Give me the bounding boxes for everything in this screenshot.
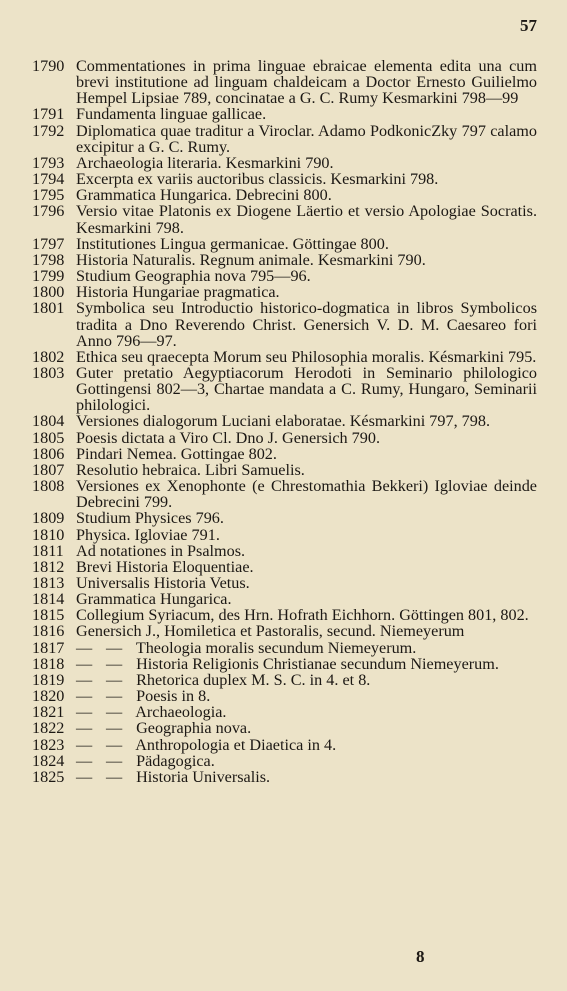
entry-title: Institutiones Lingua germanicae. Göttingae 800.	[76, 234, 389, 253]
entry-number: 1792	[32, 121, 65, 140]
entry-title: Physica. Igloviae 791.	[76, 525, 220, 544]
entry-text	[76, 640, 537, 656]
entry-number: 1821	[32, 703, 65, 722]
entry-title: Archaeologia.	[135, 703, 227, 722]
entry-title: Versio vitae Platonis ex Diogene Läertio et versio Apologiae Socratis. Kesmarkini 798.	[76, 202, 537, 237]
entry-number: 1813	[32, 574, 65, 592]
catalog-entry	[0, 737, 567, 753]
catalog-entry	[0, 446, 567, 462]
ditto-dash: —	[76, 767, 93, 786]
entry-text	[76, 58, 537, 106]
entry-text	[76, 236, 537, 252]
catalog-entry	[0, 720, 567, 736]
entry-title: Commentationes in prima linguae ebraicae elementa edita una cum brevi institutione ad linguam chaldeicam a Doctor Ernesto Guilielmo Hempel Lipsiae 789, concinatae a G. C. Rumy Kesmarkini 798—99	[76, 57, 537, 108]
entry-text	[76, 446, 537, 462]
entry-number: 1815	[32, 606, 65, 625]
catalog-entry	[0, 478, 567, 510]
entry-number: 1791	[32, 105, 65, 124]
entry-number: 1801	[32, 299, 65, 318]
entry-number: 1823	[32, 735, 65, 754]
entry-number: 1805	[32, 428, 65, 447]
entry-title: Excerpta ex variis auctoribus classicis. Kesmarkini 798.	[76, 170, 439, 189]
entry-number: 1797	[32, 234, 65, 253]
entry-title: Grammatica Hungarica. Debrecini 800.	[76, 186, 332, 205]
entry-title: Ad notationes in Psalmos.	[76, 541, 246, 560]
catalog-entry	[0, 510, 567, 526]
entry-text	[76, 769, 537, 785]
page-number: 57	[520, 16, 537, 35]
entry-title: Guter pretatio Aegyptiacorum Herodoti in Seminario philologico Gottingensi 802—3, Chartae mandata a C. Rumy, Hungaro, Seminarii philologici.	[76, 363, 537, 415]
entry-text	[76, 171, 537, 187]
entry-text	[76, 623, 537, 639]
catalog-entry	[0, 688, 567, 704]
entry-title: Collegium Syriacum, des Hrn. Hofrath Eichhorn. Göttingen 801, 802.	[76, 606, 529, 625]
entry-title: Fundamenta linguae gallicae.	[76, 105, 267, 124]
ditto-dash: —	[106, 751, 123, 770]
entry-number: 1820	[32, 687, 65, 706]
entry-text	[76, 430, 537, 446]
entry-text	[76, 268, 537, 284]
entry-text	[76, 413, 537, 429]
entry-text	[76, 123, 537, 155]
entry-text	[76, 688, 537, 704]
ditto-dash: —	[106, 735, 123, 754]
catalog-entry	[0, 365, 567, 413]
entry-title: Ethica seu qraecepta Morum seu Philosophia moralis. Késmarkini 795.	[76, 347, 537, 366]
entry-title: Resolutio hebraica. Libri Samuelis.	[76, 460, 305, 479]
ditto-dash: —	[106, 638, 123, 657]
entry-number: 1807	[32, 460, 65, 479]
entry-text	[76, 704, 537, 720]
ditto-dash: —	[76, 719, 93, 738]
entry-text	[76, 284, 537, 300]
entry-text	[76, 591, 537, 607]
entry-title: Rhetorica duplex M. S. C. in 4. et 8.	[136, 670, 371, 689]
catalog-entry	[0, 123, 567, 155]
entry-title: Pindari Nemea. Gottingae 802.	[76, 444, 277, 463]
entry-text	[76, 155, 537, 171]
entry-number: 1816	[32, 622, 65, 641]
catalog-entry	[0, 236, 567, 252]
entry-title: Symbolica seu Introductio historico-dogmatica in libros Symbolicos tradita a Dno Reverendo Christ. Genersich V. D. M. Caesareo fori Anno 796—97.	[76, 299, 537, 350]
catalog-entry	[0, 268, 567, 284]
entry-text	[76, 656, 537, 672]
catalog-entry	[0, 171, 567, 187]
entry-title: Versiones ex Xenophonte (e Chrestomathia Bekkeri) Igloviae deinde Debrecini 799.	[76, 477, 537, 512]
entry-number: 1824	[32, 751, 65, 770]
ditto-dash: —	[106, 719, 123, 738]
catalog-entry	[0, 349, 567, 365]
entry-text	[76, 672, 537, 688]
catalog-entry	[0, 284, 567, 300]
entry-text	[76, 543, 537, 559]
entry-text	[76, 607, 537, 623]
entry-title: Versiones dialogorum Luciani elaboratae. Késmarkini 797, 798.	[76, 412, 491, 431]
catalog-entry	[0, 672, 567, 688]
ditto-dash: —	[106, 687, 123, 706]
catalog-entry	[0, 575, 567, 591]
catalog-entry	[0, 543, 567, 559]
catalog-entry	[0, 252, 567, 268]
entry-text	[76, 252, 537, 268]
entry-title: Geographia nova.	[136, 719, 252, 738]
entry-number: 1817	[32, 638, 65, 657]
entry-title: Poesis in 8.	[136, 687, 211, 706]
ditto-dash: —	[76, 670, 93, 689]
ditto-dash: —	[106, 703, 123, 722]
entry-title: Historia Universalis.	[136, 767, 271, 786]
entry-title: Studium Geographia nova 795—96.	[76, 267, 311, 286]
catalog-entry	[0, 753, 567, 769]
ditto-dash: —	[106, 670, 123, 689]
entry-number: 1809	[32, 509, 65, 528]
catalog-entry	[0, 187, 567, 203]
entry-number: 1790	[32, 57, 65, 75]
entry-number: 1825	[32, 767, 65, 786]
entry-title: Historia Naturalis. Regnum animale. Kesmarkini 790.	[76, 250, 426, 269]
entry-title: Brevi Historia Eloquentiae.	[76, 557, 254, 576]
entry-text	[76, 203, 537, 235]
entry-number: 1802	[32, 347, 65, 366]
catalog-entry	[0, 430, 567, 446]
entry-text	[76, 349, 537, 365]
entry-text	[76, 365, 537, 413]
entry-text	[76, 753, 537, 769]
ditto-dash: —	[106, 654, 123, 673]
entry-number: 1819	[32, 670, 65, 689]
ditto-dash: —	[76, 654, 93, 673]
catalog-entry	[0, 559, 567, 575]
entry-text	[76, 720, 537, 736]
entry-number: 1808	[32, 477, 65, 496]
entry-title: Historia Religionis Christianae secundum Niemeyerum.	[136, 654, 499, 673]
catalog-entry	[0, 155, 567, 171]
entry-number: 1806	[32, 444, 65, 463]
entry-title: Anthropologia et Diaetica in 4.	[135, 735, 337, 754]
catalog-entry	[0, 527, 567, 543]
entry-number: 1814	[32, 590, 65, 609]
entry-number: 1811	[32, 541, 64, 560]
entry-text	[76, 478, 537, 510]
signature-mark: 8	[416, 947, 425, 966]
catalog-entry	[0, 300, 567, 348]
catalog-entry	[0, 58, 567, 106]
entry-text	[76, 510, 537, 526]
catalog-entry	[0, 591, 567, 607]
entry-number: 1798	[32, 250, 65, 269]
entry-text	[76, 187, 537, 203]
entry-title: Pädagogica.	[136, 751, 215, 770]
ditto-dash: —	[76, 687, 93, 706]
ditto-dash: —	[76, 638, 93, 657]
entry-number: 1800	[32, 283, 65, 302]
catalog-entry	[0, 704, 567, 720]
entry-text	[76, 527, 537, 543]
catalog-entry	[0, 607, 567, 623]
entry-text	[76, 737, 537, 753]
ditto-dash: —	[76, 735, 93, 754]
ditto-dash: —	[76, 751, 93, 770]
entry-number: 1810	[32, 525, 65, 544]
catalog-entry	[0, 106, 567, 122]
entry-number: 1803	[32, 363, 65, 382]
catalog-entries	[0, 58, 567, 785]
catalog-entry	[0, 203, 567, 235]
entry-title: Grammatica Hungarica.	[76, 590, 232, 609]
catalog-entry	[0, 462, 567, 478]
catalog-entry	[0, 769, 567, 785]
entry-title: Theologia moralis secundum Niemeyerum.	[135, 638, 417, 657]
catalog-entry	[0, 623, 567, 639]
catalog-entry	[0, 640, 567, 656]
entry-number: 1818	[32, 654, 65, 673]
entry-title: Diplomatica quae traditur a Viroclar. Adamo PodkonicZky 797 calamo excipitur a G. C. Rumy.	[76, 121, 537, 156]
entry-number: 1795	[32, 186, 65, 205]
entry-text	[76, 462, 537, 478]
entry-text	[76, 559, 537, 575]
entry-text	[76, 300, 537, 348]
entry-title: Historia Hungariae pragmatica.	[76, 283, 280, 302]
entry-title: Poesis dictata a Viro Cl. Dno J. Genersich 790.	[76, 428, 380, 447]
entry-number: 1793	[32, 153, 65, 172]
catalog-entry	[0, 656, 567, 672]
entry-title: Universalis Historia Vetus.	[76, 574, 250, 592]
entry-number: 1796	[32, 202, 65, 221]
entry-title: Archaeologia literaria. Kesmarkini 790.	[76, 153, 334, 172]
ditto-dash: —	[106, 767, 123, 786]
entry-text	[76, 575, 537, 591]
entry-number: 1794	[32, 170, 65, 189]
catalog-entry	[0, 413, 567, 429]
entry-number: 1822	[32, 719, 65, 738]
ditto-dash: —	[76, 703, 93, 722]
entry-number: 1804	[32, 412, 65, 431]
entry-number: 1812	[32, 557, 65, 576]
entry-text	[76, 106, 537, 122]
entry-title: Genersich J., Homiletica et Pastoralis, secund. Niemeyerum	[76, 622, 465, 641]
entry-number: 1799	[32, 267, 65, 286]
entry-title: Studium Physices 796.	[76, 509, 224, 528]
